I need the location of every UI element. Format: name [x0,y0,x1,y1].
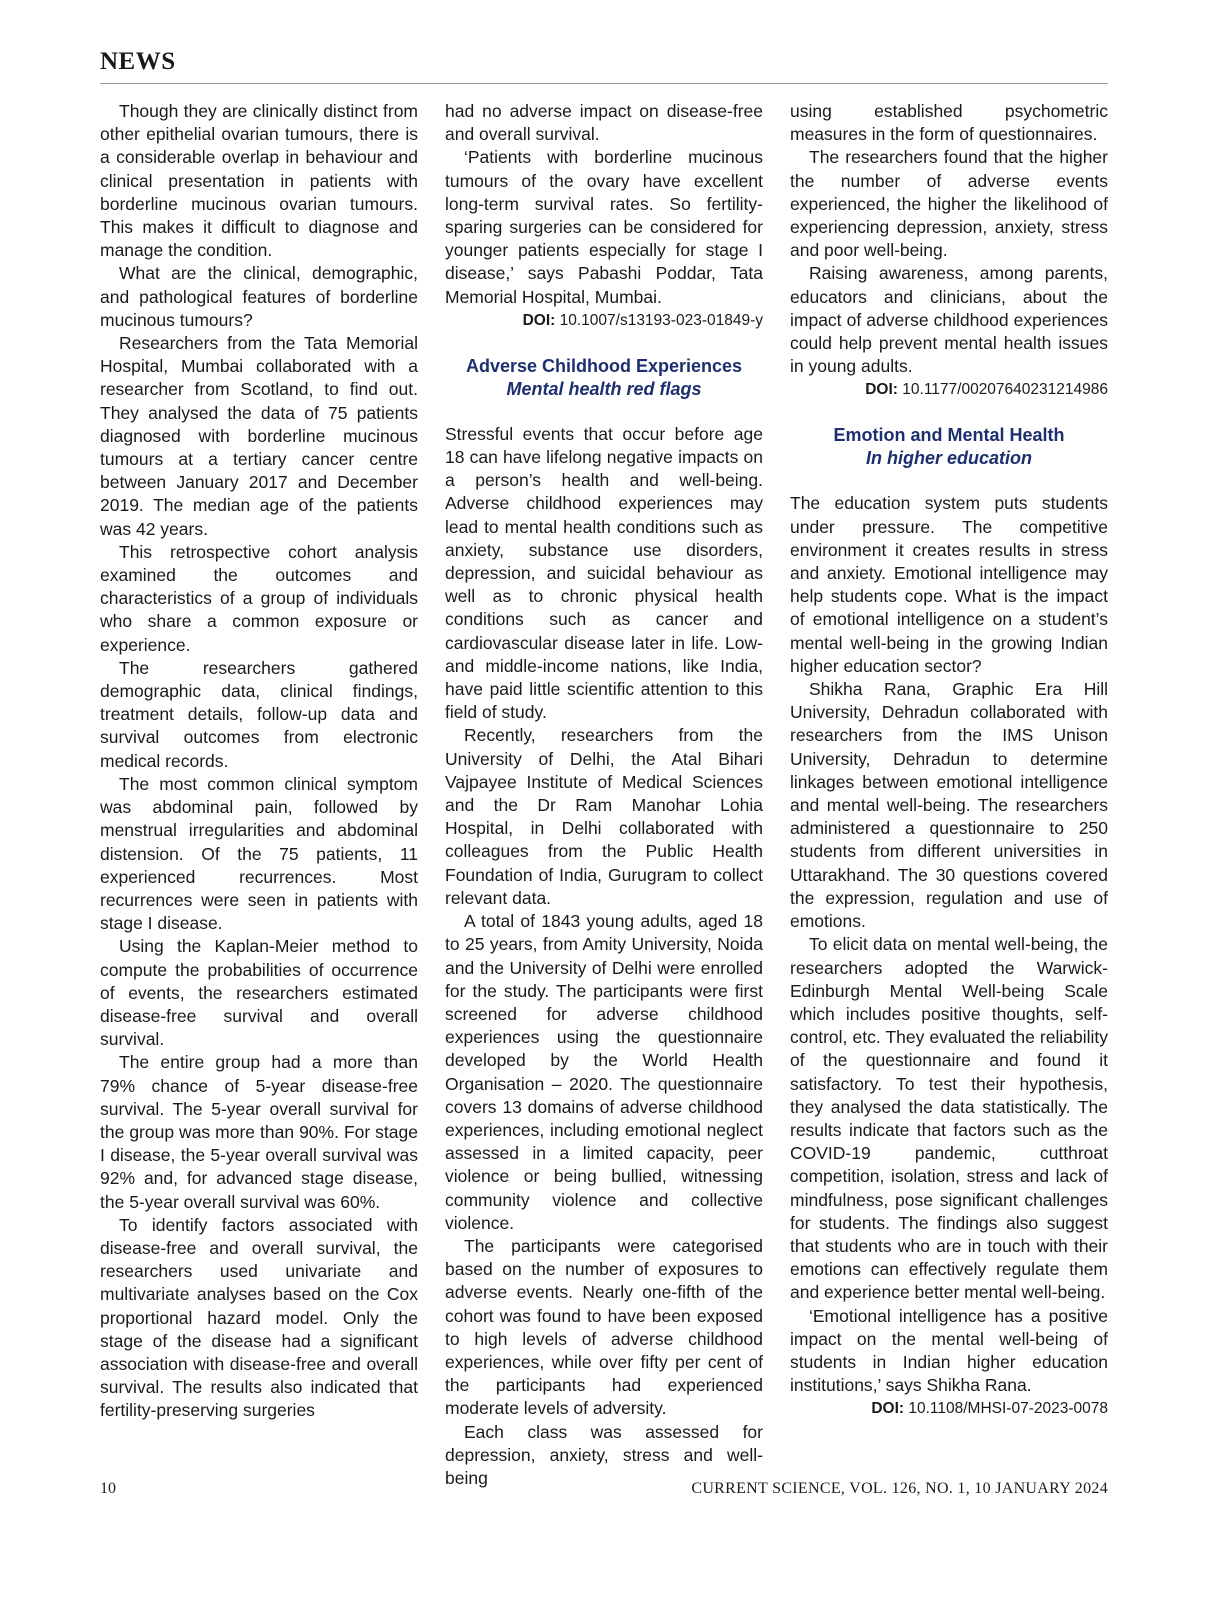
paragraph: The entire group had a more than 79% chance of 5-year disease-free survival. The 5-year overall survival for the group was more than 90%. For stage I disease, the 5-year overall survival was 92% and, for advanced stage disease, the 5-year overall survival was 60%. [100,1052,418,1212]
paragraph: Recently, researchers from the University of Delhi, the Atal Bihari Vajpayee Institute of Medical Sciences and the Dr Ram Manohar Lohia Hospital, in Delhi collaborated with colleagues from the Public Health Foundation of India, Gurugram to collect relevant data. [445,725,763,908]
column-2 [445,100,763,1490]
lead-paragraph: The education system puts students under pressure. The competitive environment it creates results in stress and anxiety. Emotional intelligence may help students cope. What is the impact of emotional intelligence on a student’s mental well-being in the growing Indian higher education sector? [790,493,1108,676]
paragraph: Shikha Rana, Graphic Era Hill University, Dehradun collaborated with researchers from the IMS Unison University, Dehradun to determine linkages between emotional intelligence and mental well-being. The researchers administered a questionnaire to 250 students from different universities in Uttarakhand. The 30 questions covered the expression, regulation and use of emotions. [790,679,1108,932]
article-heading [790,424,1108,470]
lead-paragraph: Stressful events that occur before age 18 can have lifelong negative impacts on a person’s health and well-being. Adverse childhood experiences may lead to mental health conditions such as anxiety, substance use disorders, depression, and suicidal behaviour as well as to chronic physical health conditions such as cancer and cardiovascular disease later in life. Low- and middle-income nations, like India, have paid little scientific attention to this field of study. [445,423,763,723]
column-3 [790,100,1108,1420]
quote-paragraph: ‘Emotional intelligence has a positive impact on the mental well-being of students in Indian higher education institutions,’ says Shikha Rana. [790,1305,1108,1396]
paragraph-continuation: using established psychometric measures in the form of questionnaires. [790,101,1108,145]
paragraph: This retrospective cohort analysis examined the outcomes and characteristics of a group of individuals who share a common exposure or experience. [100,541,418,655]
paragraph: Using the Kaplan-Meier method to compute the probabilities of occurrence of events, the researchers estimated disease-free survival and overall survival. [100,936,418,1050]
doi-value: 10.1177/00207640231214986 [902,381,1108,399]
doi-label: DOI: [865,381,898,399]
paragraph: What are the clinical, demographic, and pathological features of borderline mucinous tumours? [100,263,418,330]
quote-paragraph: ‘Patients with borderline mucinous tumours of the ovary have excellent long-term survival rates. So fertility-sparing surgeries can be considered for younger patients especially for stage I disease,’ says Pabashi Poddar, Tata Memorial Hospital, Mumbai. [445,147,763,307]
doi-reference [790,378,1108,401]
column-1 [100,100,418,1423]
paragraph: To identify factors associated with disease-free and overall survival, the researchers used univariate and multivariate analyses based on the Cox proportional hazard model. Only the stage of the disease had a significant association with disease-free and overall survival. The results also indicated that fertility-preserving surgeries [100,1214,418,1421]
article-title: Emotion and Mental Health [833,425,1065,446]
doi-label: DOI: [871,1400,905,1418]
page-number: 10 [100,1480,116,1497]
paragraph: A total of 1843 young adults, aged 18 to 25 years, from Amity University, Noida and the University of Delhi were enrolled for the study. The participants were first screened for adverse childhood experiences using the questionnaire developed by the World Health Organisation – 2020. The questionnaire covers 13 domains of adverse childhood experiences, including emotional neglect assessed in a limited capacity, peer violence or being bullied, witnessing community violence and collective violence. [445,911,763,1233]
paragraph-continuation: had no adverse impact on disease-free and overall survival. [445,101,763,145]
header-rule [100,83,1108,84]
paragraph: To elicit data on mental well-being, the researchers adopted the Warwick-Edinburgh Mental Well-being Scale which includes positive thoughts, self-control, etc. They evaluated the reliability of the questionnaire and found it satisfactory. To test their hypothesis, they analysed the data statistically. The results indicate that factors such as the COVID-19 pandemic, cutthroat competition, isolation, stress and lack of mindfulness, pose significant challenges for students. The findings also suggest that students who are in touch with their emotions can effectively regulate them and experience better mental well-being. [790,934,1108,1303]
article-subtitle: In higher education [865,448,1032,469]
article-subtitle: Mental health red flags [506,378,702,399]
paragraph: The most common clinical symptom was abdominal pain, followed by menstrual irregularities and abdominal distension. Of the 75 patients, 11 experienced recurrences. Most recurrences were seen in patients with stage I disease. [100,773,418,934]
article-heading [445,355,763,401]
paragraph: Researchers from the Tata Memorial Hospital, Mumbai collaborated with a researcher from Scotland, to find out. They analysed the data of 75 patients diagnosed with borderline mucinous tumours at a tertiary cancer centre between January 2017 and December 2019. The median age of the patients was 42 years. [100,333,418,539]
doi-reference [790,1397,1108,1420]
section-label: NEWS [100,48,176,75]
doi-reference [445,309,763,332]
doi-label: DOI: [522,311,556,329]
paragraph: Each class was assessed for depression, anxiety, stress and well-being [445,1421,763,1488]
journal-citation: CURRENT SCIENCE, VOL. 126, NO. 1, 10 JANUARY 2024 [691,1480,1108,1497]
article-title: Adverse Childhood Experiences [465,355,743,376]
paragraph: The researchers found that the higher the number of adverse events experienced, the higher the likelihood of experiencing depression, anxiety, stress and poor well-being. [790,147,1108,261]
doi-value: 10.1108/MHSI-07-2023-0078 [908,1400,1108,1418]
paragraph: Raising awareness, among parents, educators and clinicians, about the impact of adverse childhood experiences could help prevent mental health issues in young adults. [790,263,1108,377]
paragraph: The researchers gathered demographic data, clinical findings, treatment details, follow-up data and survival outcomes from electronic medical records. [100,657,418,771]
doi-value: 10.1007/s13193-023-01849-y [559,311,763,329]
paragraph: The participants were categorised based on the number of exposures to adverse events. Nearly one-fifth of the cohort was found to have been exposed to high levels of adverse childhood experiences, while over fifty per cent of the participants had experienced moderate levels of adversity. [445,1235,763,1419]
paragraph: Though they are clinically distinct from other epithelial ovarian tumours, there is a considerable overlap in behaviour and clinical presentation in patients with borderline mucinous ovarian tumours. This makes it difficult to diagnose and manage the condition. [100,101,418,261]
